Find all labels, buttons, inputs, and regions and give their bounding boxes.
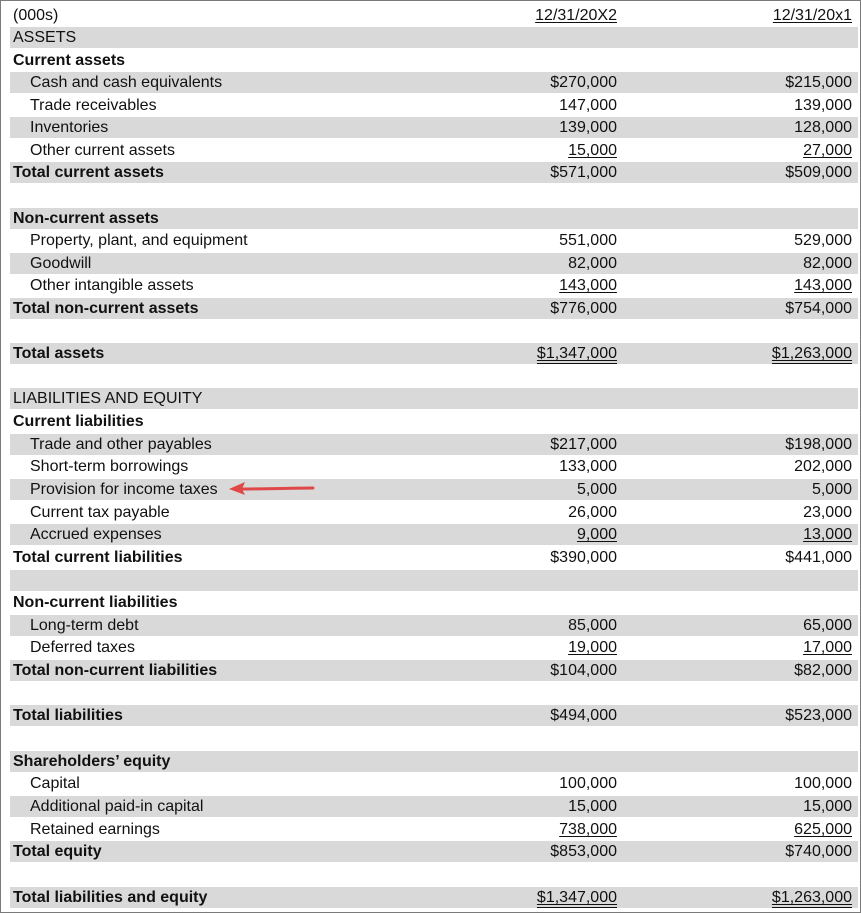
line-item-label: Short-term borrowings xyxy=(30,458,189,475)
line-item-label: Long-term debt xyxy=(30,617,139,634)
subtotal-label: Total current assets xyxy=(13,164,164,181)
value-20x2: 147,000 xyxy=(559,97,617,114)
value-20x1: $1,263,000 xyxy=(771,889,852,906)
total-label: Total liabilities xyxy=(13,707,123,724)
current-liabilities-heading: Current liabilities xyxy=(13,413,144,430)
units-label: (000s) xyxy=(13,7,59,24)
subtotal-label: Total equity xyxy=(13,843,102,860)
value-20x2: 5,000 xyxy=(576,481,617,498)
current-assets-heading: Current assets xyxy=(13,52,126,69)
line-item-label: Additional paid-in capital xyxy=(30,798,204,815)
value-20x2: $1,347,000 xyxy=(536,345,617,362)
value-20x1: $740,000 xyxy=(785,843,852,860)
value-20x2: 143,000 xyxy=(559,277,617,294)
value-20x2: 26,000 xyxy=(568,504,617,521)
line-item-row xyxy=(10,230,858,251)
line-item-label: Retained earnings xyxy=(30,821,160,838)
line-item-label: Current tax payable xyxy=(30,504,170,521)
subtotal-label: Total current liabilities xyxy=(13,549,183,566)
total-label: Total assets xyxy=(13,345,105,362)
spacer-row xyxy=(10,570,858,591)
value-20x1: 529,000 xyxy=(794,232,852,249)
section-heading-row xyxy=(10,592,858,613)
line-item-row xyxy=(10,502,858,523)
value-20x2: $571,000 xyxy=(550,164,617,181)
value-20x1: $1,263,000 xyxy=(771,345,852,362)
line-item-row xyxy=(10,72,858,93)
line-item-row xyxy=(10,117,858,138)
assets-title-row xyxy=(10,27,858,48)
value-20x1: $82,000 xyxy=(794,662,852,679)
line-item-row xyxy=(10,479,858,500)
total-row xyxy=(10,343,858,364)
line-item-row xyxy=(10,253,858,274)
line-item-label: Capital xyxy=(30,775,80,792)
value-20x2: $494,000 xyxy=(550,707,617,724)
equity-heading: Shareholders’ equity xyxy=(13,753,171,770)
line-item-label: Trade receivables xyxy=(30,97,157,114)
value-20x1: $509,000 xyxy=(785,164,852,181)
line-item-label: Accrued expenses xyxy=(30,526,162,543)
section-heading-row xyxy=(10,50,858,71)
value-20x2: $776,000 xyxy=(550,300,617,317)
subtotal-label: Total non-current assets xyxy=(13,300,199,317)
value-20x1: 625,000 xyxy=(794,821,852,838)
value-20x2: $1,347,000 xyxy=(536,889,617,906)
line-item-row xyxy=(10,275,858,296)
section-heading-row xyxy=(10,411,858,432)
column-header-20x1: 12/31/20x1 xyxy=(772,7,852,24)
line-item-label: Other intangible assets xyxy=(30,277,194,294)
line-item-label: Goodwill xyxy=(30,255,92,272)
value-20x1: 13,000 xyxy=(803,526,852,543)
value-20x2: $104,000 xyxy=(550,662,617,679)
value-20x1: 17,000 xyxy=(803,639,852,656)
value-20x2: 15,000 xyxy=(568,798,617,815)
line-item-label: Deferred taxes xyxy=(30,639,135,656)
line-item-row xyxy=(10,796,858,817)
line-item-row xyxy=(10,140,858,161)
assets-title: ASSETS xyxy=(13,29,77,46)
total-label: Total liabilities and equity xyxy=(13,889,208,906)
value-20x1: 143,000 xyxy=(794,277,852,294)
line-item-row xyxy=(10,773,858,794)
value-20x1: 23,000 xyxy=(803,504,852,521)
value-20x2: 139,000 xyxy=(559,119,617,136)
line-item-label: Provision for income taxes xyxy=(30,481,218,498)
value-20x2: 738,000 xyxy=(559,821,617,838)
noncurrent-liabilities-heading: Non-current liabilities xyxy=(13,594,178,611)
value-20x1: $441,000 xyxy=(785,549,852,566)
value-20x2: 133,000 xyxy=(559,458,617,475)
section-heading-row xyxy=(10,751,858,772)
subtotal-row xyxy=(10,162,858,183)
red-arrow-icon xyxy=(225,478,317,498)
subtotal-row xyxy=(10,547,858,568)
liabilities-title: LIABILITIES AND EQUITY xyxy=(13,390,203,407)
line-item-row xyxy=(10,456,858,477)
line-item-label: Other current assets xyxy=(30,142,175,159)
line-item-row xyxy=(10,524,858,545)
line-item-row xyxy=(10,615,858,636)
value-20x2: $217,000 xyxy=(550,436,617,453)
header-row xyxy=(10,5,858,26)
section-heading-row xyxy=(10,208,858,229)
line-item-label: Trade and other payables xyxy=(30,436,212,453)
value-20x1: 27,000 xyxy=(803,142,852,159)
liabilities-title-row xyxy=(10,388,858,409)
value-20x1: 128,000 xyxy=(794,119,852,136)
value-20x2: 82,000 xyxy=(568,255,617,272)
value-20x2: 15,000 xyxy=(568,142,617,159)
value-20x1: $198,000 xyxy=(785,436,852,453)
value-20x2: 19,000 xyxy=(568,639,617,656)
value-20x2: 551,000 xyxy=(559,232,617,249)
line-item-label: Inventories xyxy=(30,119,109,136)
subtotal-row xyxy=(10,841,858,862)
value-20x1: 100,000 xyxy=(794,775,852,792)
value-20x1: 15,000 xyxy=(803,798,852,815)
value-20x1: 139,000 xyxy=(794,97,852,114)
value-20x2: $390,000 xyxy=(550,549,617,566)
value-20x1: 202,000 xyxy=(794,458,852,475)
value-20x1: $754,000 xyxy=(785,300,852,317)
value-20x1: $523,000 xyxy=(785,707,852,724)
line-item-row xyxy=(10,819,858,840)
subtotal-row xyxy=(10,660,858,681)
value-20x1: 65,000 xyxy=(803,617,852,634)
value-20x2: $270,000 xyxy=(550,74,617,91)
value-20x2: 100,000 xyxy=(559,775,617,792)
value-20x2: 9,000 xyxy=(576,526,617,543)
line-item-row xyxy=(10,95,858,116)
subtotal-label: Total non-current liabilities xyxy=(13,662,218,679)
column-header-20x2: 12/31/20X2 xyxy=(535,7,617,24)
line-item-label: Property, plant, and equipment xyxy=(30,232,248,249)
total-row xyxy=(10,887,858,908)
value-20x2: $853,000 xyxy=(550,843,617,860)
value-20x1: 82,000 xyxy=(803,255,852,272)
noncurrent-assets-heading: Non-current assets xyxy=(13,210,159,227)
line-item-row xyxy=(10,434,858,455)
value-20x1: $215,000 xyxy=(785,74,852,91)
value-20x2: 85,000 xyxy=(568,617,617,634)
line-item-row xyxy=(10,637,858,658)
total-row xyxy=(10,705,858,726)
line-item-label: Cash and cash equivalents xyxy=(30,74,223,91)
subtotal-row xyxy=(10,298,858,319)
value-20x1: 5,000 xyxy=(811,481,852,498)
